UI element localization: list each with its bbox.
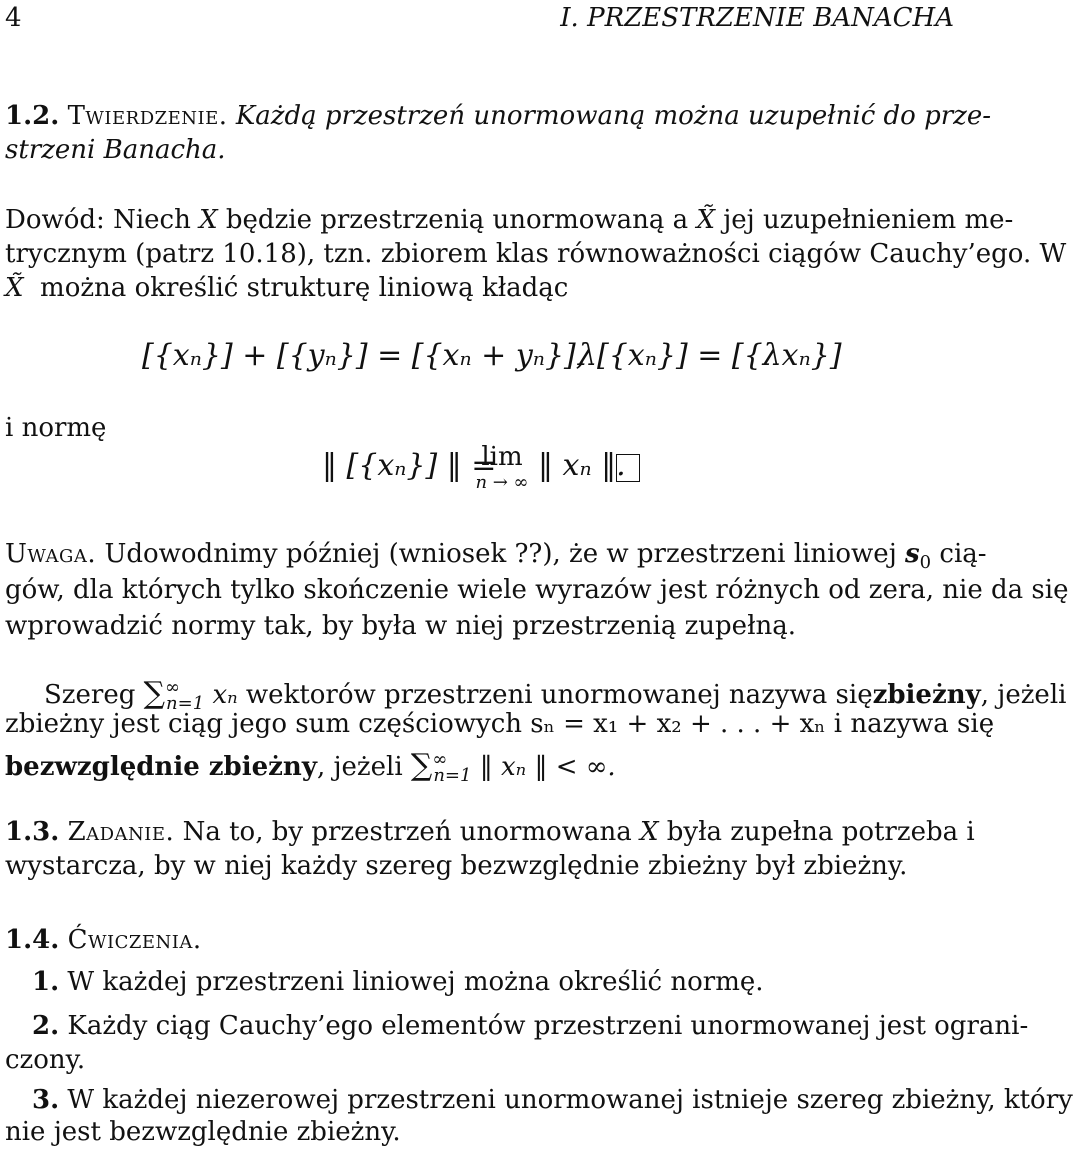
symbol-xn: xₙ [212, 680, 238, 710]
symbol-X-tilde-2: X̃ [5, 273, 24, 303]
proof-text-1b: będzie przestrzenią unormowaną a [225, 205, 689, 235]
exercises-1-4-heading [5, 922, 202, 958]
sum-sup-2: ∞ [432, 749, 448, 770]
proof-and-norm: i normę [5, 413, 107, 443]
theorem-line-1 [5, 98, 992, 134]
exercises-1-4-label: Ćwiczenia. [67, 925, 202, 955]
sum-sup: ∞ [165, 677, 181, 698]
series-line-2: zbieżny jest ciąg jego sum częściowych sₙ = x₁ + x₂ + . . . + xₙ i nazywa się [5, 709, 995, 739]
exercise-item-3 [32, 1082, 1073, 1118]
exercise-1-3-label: Zadanie. [67, 817, 175, 847]
exercise-item-2-text-2: czony. [5, 1045, 86, 1075]
symbol-X-3: X [639, 817, 659, 847]
exercise-1-3-text-1b: była zupełna potrzeba i [666, 817, 975, 847]
remark-label: Uwaga. [5, 539, 97, 569]
s0-base: s [905, 539, 920, 569]
limit-operator [470, 442, 534, 494]
formula-scalar-mult: λ[{xₙ}] = [{λxₙ}] [578, 338, 842, 373]
series-text-1b: wektorów przestrzeni unormowanej nazywa się [245, 680, 873, 710]
s0-subscript: 0 [919, 552, 932, 573]
series-text-3b: ‖ xₙ ‖ < ∞. [479, 752, 616, 782]
exercise-1-3-text-1a: Na to, by przestrzeń unormowana [182, 817, 632, 847]
proof-line-1 [5, 202, 1014, 238]
exercises-1-4-number: 1.4. [5, 925, 60, 955]
proof-text-1a: Dowód: Niech [5, 205, 191, 235]
qed-symbol [616, 452, 640, 488]
exercise-item-3-number: 3. [32, 1085, 60, 1115]
exercise-1-3-line-2: wystarcza, by w niej każdy szereg bezwzględnie zbieżny był zbieżny. [5, 851, 908, 881]
lim-text: lim [481, 442, 523, 472]
formula-norm-left: ‖ [{xₙ}] ‖ = [322, 448, 497, 483]
series-text-3a: , jeżeli [316, 752, 403, 782]
theorem-label: Twierdzenie. [67, 101, 228, 131]
series-line-3 [5, 742, 616, 794]
exercise-item-2-number: 2. [32, 1011, 60, 1041]
sum-symbol: $\sum^\infty_{n=1}$ [143, 676, 205, 714]
series-text-1c: , jeżeli [980, 680, 1067, 710]
exercise-item-1-number: 1. [32, 967, 60, 997]
theorem-text-1: Każdą przestrzeń unormowaną można uzupełnić do prze- [235, 101, 992, 131]
sum-sub-2: n=1 [433, 765, 472, 786]
proof-line-3 [5, 270, 568, 306]
lim-subscript: n → ∞ [475, 472, 529, 493]
running-title: I. PRZESTRZENIE BANACHA [560, 3, 954, 33]
remark-text-1a: Udowodnimy później (wniosek ??), że w przestrzeni liniowej [104, 539, 897, 569]
proof-line-2: trycznym (patrz 10.18), tzn. zbiorem klas równoważności ciągów Cauchy’ego. W [5, 239, 1067, 269]
symbol-s0 [905, 539, 932, 573]
proof-text-3b: można określić strukturę liniową kładąc [40, 273, 569, 303]
theorem-text-2: strzeni Banacha. [5, 135, 226, 165]
exercise-1-3-line-1 [5, 814, 975, 850]
exercise-item-2-text-1: Każdy ciąg Cauchy’ego elementów przestrzeni unormowanej jest ograni- [67, 1011, 1029, 1041]
exercise-item-1 [32, 964, 764, 1000]
symbol-X-tilde: X̃ [696, 205, 715, 235]
theorem-number: 1.2. [5, 101, 60, 131]
proof-text-1c: jej uzupełnieniem me- [723, 205, 1014, 235]
formula-norm-right: ‖ xₙ ‖. [538, 448, 626, 483]
exercise-1-3-number: 1.3. [5, 817, 60, 847]
symbol-X: X [199, 205, 218, 235]
term-bezwzglednie-zbiezny: bezwzględnie zbieżny [5, 752, 317, 782]
exercise-item-3-text-1: W każdej niezerowej przestrzeni unormowanej istnieje szereg zbieżny, który [67, 1085, 1073, 1115]
remark-line-3: wprowadzić normy tak, by była w niej przestrzenią zupełną. [5, 611, 797, 641]
remark-line-2: gów, dla których tylko skończenie wiele wyrazów jest różnych od zera, nie da się [5, 575, 1069, 605]
sum-symbol-2: $\sum^\infty_{n=1}$ [410, 748, 472, 786]
formula-linear-structure: [{xₙ}] + [{yₙ}] = [{xₙ + yₙ}], [142, 338, 586, 373]
series-text-1a: Szereg [44, 680, 136, 710]
exercise-item-1-text: W każdej przestrzeni liniowej można określić normę. [67, 967, 764, 997]
exercise-item-3-text-2: nie jest bezwzględnie zbieżny. [5, 1117, 401, 1147]
page-number: 4 [5, 3, 22, 33]
qed-box-icon [616, 454, 640, 482]
remark-text-1b: cią- [939, 539, 987, 569]
exercise-item-2 [32, 1008, 1029, 1044]
sum-sub: n=1 [166, 693, 205, 714]
term-zbiezny: zbieżny [872, 680, 981, 710]
